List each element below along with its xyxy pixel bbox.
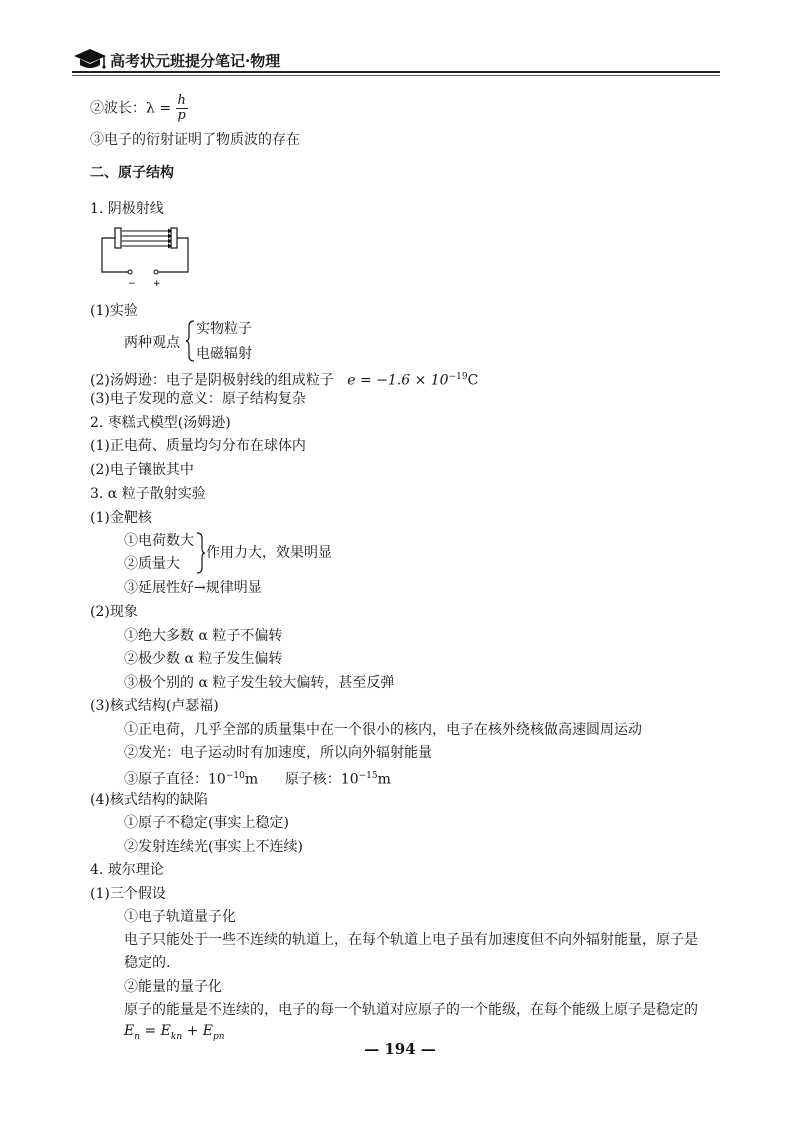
text-line: ②发光：电子运动时有加速度，所以向外辐射能量 xyxy=(124,745,432,761)
text-line: (4)核式结构的缺陷 xyxy=(90,792,208,808)
text-line: ②能量的量子化 xyxy=(124,979,222,995)
page-number: — 194 — xyxy=(364,1040,436,1058)
energy-formula: $E_n = E_{kn} + E_{pn}$ xyxy=(124,1023,225,1042)
text-line: (3)核式结构(卢瑟福) xyxy=(90,698,219,714)
text-line: ①电子轨道量子化 xyxy=(124,909,236,925)
text-line: 原子的能量是不连续的，电子的每一个轨道对应原子的一个能级，在每个能级上原子是稳定的 xyxy=(124,1002,698,1018)
text-line: ②极少数 α 粒子发生偏转 xyxy=(124,651,283,667)
text-line: ①电荷数大 xyxy=(124,533,194,549)
text-line: ①绝大多数 α 粒子不偏转 xyxy=(124,628,283,644)
text-line: (3)电子发现的意义：原子结构复杂 xyxy=(90,391,306,407)
text-line: ③电子的衍射证明了物质波的存在 xyxy=(90,132,300,148)
text-line: (1)实验 xyxy=(90,303,138,319)
thomson-line: (2)汤姆逊：电子是阴极射线的组成粒子 $e = -1.6 \times 10^{-19}C$ xyxy=(90,372,479,389)
text-line: (1)三个假设 xyxy=(90,886,166,902)
plus-terminal-label: + xyxy=(153,279,161,289)
text-line: ②质量大 xyxy=(124,556,180,572)
section-heading: 二、原子结构 xyxy=(90,165,174,181)
text-line: 稳定的. xyxy=(124,955,171,971)
viewpoints-label: 两种观点 xyxy=(124,335,180,351)
text-line: (1)金靶核 xyxy=(90,510,152,526)
cathode-ray-tube-diagram xyxy=(98,222,194,290)
atom-size-line: ③原子直径：$10^{-10}m$ 原子核：$10^{-15}m$ xyxy=(124,771,391,788)
graduation-cap-icon xyxy=(72,46,108,72)
subsection-heading: 2. 枣糕式模型(汤姆逊) xyxy=(90,415,231,431)
text-line: 作用力大，效果明显 xyxy=(206,545,332,561)
header-rule xyxy=(72,71,720,73)
text-line: ③极个别的 α 粒子发生较大偏转，甚至反弹 xyxy=(124,675,395,691)
text-line: (2)现象 xyxy=(90,604,138,620)
page-header xyxy=(72,44,722,72)
text-line: 电磁辐射 xyxy=(196,346,252,362)
text-line: 实物粒子 xyxy=(196,321,252,337)
text-line: ①正电荷，几乎全部的质量集中在一个很小的核内，电子在核外绕核做高速圆周运动 xyxy=(124,722,642,738)
text-line: (2)电子镶嵌其中 xyxy=(90,462,194,478)
minus-terminal-label: − xyxy=(128,279,136,289)
wavelength-formula: ②波长：λ = $\frac{h}{p}$ xyxy=(90,93,186,123)
header-title: 高考状元班提分笔记·物理 xyxy=(110,52,281,70)
text-line: (1)正电荷、质量均匀分布在球体内 xyxy=(90,438,306,454)
subsection-heading: 1. 阴极射线 xyxy=(90,201,164,217)
subsection-heading: 3. α 粒子散射实验 xyxy=(90,486,206,502)
subsection-heading: 4. 玻尔理论 xyxy=(90,862,164,878)
right-brace-icon xyxy=(196,532,206,574)
header-rule-thin xyxy=(72,75,720,76)
text-line: ②发射连续光(事实上不连续) xyxy=(124,839,303,855)
text-line: 电子只能处于一些不连续的轨道上，在每个轨道上电子虽有加速度但不向外辐射能量，原子是 xyxy=(124,932,698,948)
text-line: ③延展性好→规律明显 xyxy=(124,580,262,596)
text-line: ①原子不稳定(事实上稳定) xyxy=(124,815,289,831)
fraction-h-over-p: $\frac{h}{p}$ xyxy=(177,93,186,123)
left-brace-icon xyxy=(186,320,196,362)
